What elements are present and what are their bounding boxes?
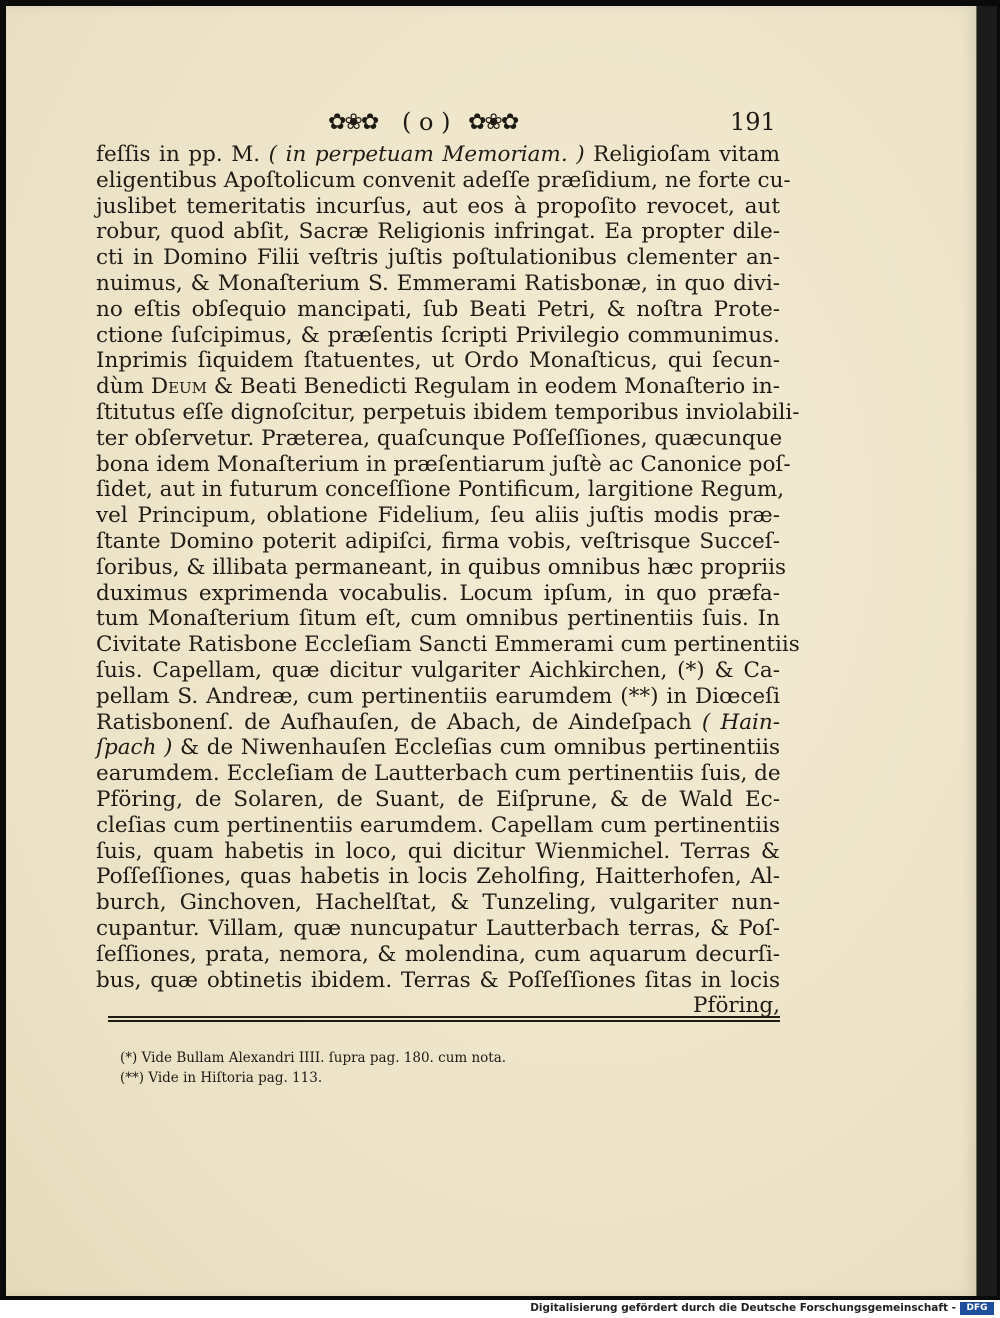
book-edge <box>976 6 997 1296</box>
text-run: & de Niwenhauſen Eccleſias cum omnibus pertinentiis <box>172 735 780 761</box>
footnote-1: (*) Vide Bullam Alexandri IIII. ſupra pag. 180. cum nota. <box>120 1050 507 1066</box>
italic-run: ( Hain- <box>701 709 780 735</box>
text-line: Pföring, <box>693 993 780 1019</box>
text-line: earumdem. Eccleſiam de Lautterbach cum pertinentiis ſuis, de <box>96 761 781 787</box>
text-line: eligentibus Apoſtolicum convenit adeſſe præſidium, ne forte cu- <box>96 167 791 193</box>
text-line: nuimus, & Monaſterium S. Emmerami Ratisbonæ, in quo divi- <box>96 270 780 296</box>
text-line: no eſtis obſequio mancipati, ſub Beati Petri, & noſtra Prote- <box>96 296 780 322</box>
text-line: burch, Ginchoven, Hachelſtat, & Tunzeling, vulgariter nun- <box>96 890 780 916</box>
digitization-credit <box>0 1300 1000 1318</box>
text-run: Ratisbonenſ. de Aufhauſen, de Abach, de Aindeſpach <box>96 709 702 735</box>
dfg-logo: DFG <box>960 1302 994 1315</box>
page-header <box>328 108 788 140</box>
text-line: ſuis, quam habetis in loco, qui dicitur Wienmichel. Terras & <box>96 838 780 864</box>
footnote-2: (**) Vide in Hiſtoria pag. 113. <box>120 1070 323 1086</box>
header-ornament-left: ✿❀✿ <box>328 110 378 135</box>
page-number: 191 <box>730 108 776 136</box>
text-line: bus, quæ obtinetis ibidem. Terras & Poſſeſſiones ſitas in locis <box>96 967 780 993</box>
credit-text: Digitalisierung gefördert durch die Deutsche Forschungsgemeinschaft - <box>530 1302 956 1314</box>
body-text <box>96 142 800 1019</box>
text-run: feſſis in pp. M. <box>96 142 269 167</box>
text-line: ſeſſiones, prata, nemora, & molendina, cum aquarum decurſi- <box>96 941 780 967</box>
smallcaps-run: Deum <box>150 374 208 400</box>
text-line: Inprimis ſiquidem ſtatuentes, ut Ordo Monaſticus, qui ſecun- <box>96 348 780 374</box>
text-line: robur, quod abſit, Sacræ Religionis infringat. Ea propter dile- <box>96 219 780 245</box>
text-line: Pföring, de Solaren, de Suant, de Eiſprune, & de Wald Ec- <box>96 786 780 812</box>
text-line: cupantur. Villam, quæ nuncupatur Lautterbach terras, & Poſ- <box>96 915 780 941</box>
header-center-mark: ( o ) <box>402 108 451 136</box>
text-line: ſtante Domino poterit adipiſci, firma vobis, veſtrisque Succeſ- <box>96 528 780 554</box>
text-line: cti in Domino Filii veſtris juſtis poſtulationibus clementer an- <box>96 245 780 271</box>
text-line <box>96 710 780 736</box>
text-line: ſoribus, & illibata permaneant, in quibus omnibus hæc propriis <box>96 554 787 580</box>
text-line: ter obſervetur. Præterea, quaſcunque Poſſeſſiones, quæcunque <box>96 425 783 451</box>
header-ornament-right: ✿❀✿ <box>468 110 518 135</box>
text-line: duximus exprimenda vocabulis. Locum ipſum, in quo præfa- <box>96 580 780 606</box>
italic-run: ( in perpetuam Memoriam. ) <box>268 142 585 167</box>
italic-run: ſpach ) <box>96 735 173 761</box>
text-line: cleſias cum pertinentiis earumdem. Capellam cum pertinentiis <box>96 812 780 838</box>
text-line <box>96 374 780 400</box>
text-line: ſuis. Capellam, quæ dicitur vulgariter Aichkirchen, (*) & Ca- <box>96 657 780 683</box>
text-run: & Beati Benedicti Regulam in eodem Monaſterio in- <box>207 374 780 400</box>
text-line: Poſſeſſiones, quas habetis in locis Zeholfing, Haitterhofen, Al- <box>96 864 780 890</box>
footnote-rule <box>108 1016 780 1022</box>
text-line <box>96 142 780 168</box>
text-line <box>96 735 780 761</box>
footnotes <box>120 1048 720 1088</box>
text-line: tum Monaſterium ſitum eſt, cum omnibus pertinentiis ſuis. In <box>96 606 780 632</box>
text-run: Religioſam vitam <box>584 142 780 167</box>
text-line: pellam S. Andreæ, cum pertinentiis earumdem (**) in Diœceſi <box>96 683 780 709</box>
text-line: Civitate Ratisbone Eccleſiam Sancti Emmerami cum pertinentiis <box>96 632 800 658</box>
text-line: bona idem Monaſterium in præſentiarum juſtè ac Canonice poſ- <box>96 451 791 477</box>
text-line: juslibet temeritatis incurſus, aut eos à propoſito revocet, aut <box>96 193 780 219</box>
text-run: dùm <box>96 374 151 400</box>
text-line: ſtitutus eſſe dignoſcitur, perpetuis ibidem temporibus inviolabili- <box>96 399 800 425</box>
text-line: ctione ſuſcipimus, & præſentis ſcripti Privilegio communimus. <box>96 322 780 348</box>
text-line: vel Principum, oblatione Fidelium, ſeu aliis juſtis modis præ- <box>96 503 780 529</box>
text-line: ſidet, aut in futurum conceſſione Pontificum, largitione Regum, <box>96 477 785 503</box>
